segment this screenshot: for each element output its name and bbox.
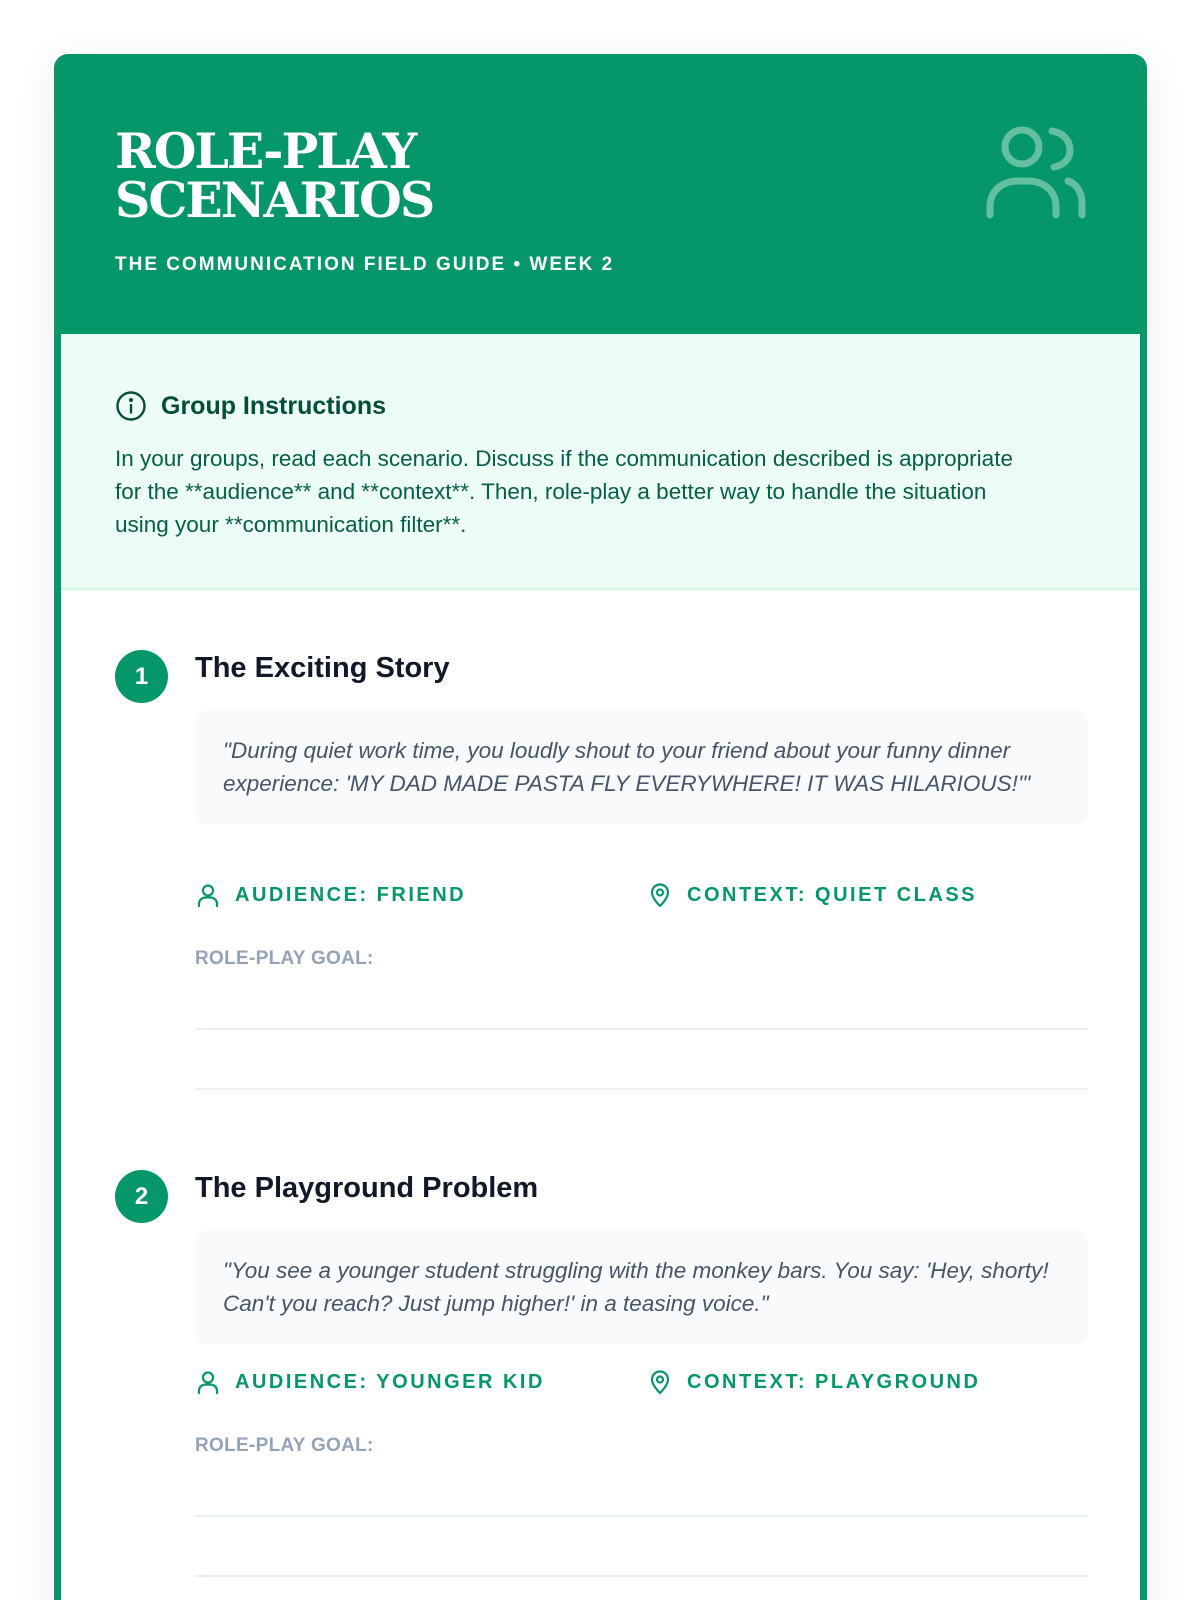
context-tag [647, 1369, 980, 1395]
role-play-goal-label: ROLE-PLAY GOAL: [195, 948, 374, 969]
person-icon [195, 1369, 221, 1395]
page-subtitle: THE COMMUNICATION FIELD GUIDE • WEEK 2 [115, 254, 615, 275]
audience-label: AUDIENCE: YOUNGER KID [235, 1370, 545, 1393]
answer-line[interactable] [195, 1028, 1088, 1030]
instructions-heading-text: Group Instructions [161, 391, 386, 420]
scenario-title: The Exciting Story [195, 652, 450, 684]
person-icon [195, 882, 221, 908]
users-icon [986, 123, 1086, 223]
page-title: ROLE-PLAY SCENARIOS [115, 122, 434, 229]
instructions-panel [61, 334, 1140, 590]
scenario-quote: "You see a younger student struggling with the monkey bars. You say: 'Hey, shorty! Can't you reach? Just jump higher!' in a teasing voice." [195, 1230, 1088, 1344]
map-pin-icon [647, 882, 673, 908]
answer-line[interactable] [195, 1515, 1088, 1517]
answer-line[interactable] [195, 1088, 1088, 1090]
info-icon [115, 390, 147, 422]
audience-label: AUDIENCE: FRIEND [235, 883, 467, 906]
scenario-number: 2 [115, 1170, 168, 1223]
scenario-title: The Playground Problem [195, 1172, 539, 1204]
context-tag [647, 882, 977, 908]
answer-line[interactable] [195, 1575, 1088, 1577]
header-banner [61, 61, 1140, 334]
role-play-goal-label: ROLE-PLAY GOAL: [195, 1435, 374, 1456]
instructions-heading [115, 390, 386, 422]
context-label: CONTEXT: PLAYGROUND [687, 1370, 981, 1393]
audience-tag [195, 1369, 545, 1395]
scenario-number: 1 [115, 650, 168, 703]
scenario-quote: "During quiet work time, you loudly shout to your friend about your funny dinner experience: 'MY DAD MADE PASTA FLY EVERYWHERE! IT WAS HILARIOUS!'" [195, 710, 1088, 824]
audience-tag [195, 882, 466, 908]
scenario-meta [195, 1369, 1088, 1399]
scenario-meta [195, 882, 1088, 912]
instructions-body: In your groups, read each scenario. Discuss if the communication described is appropriate for the **audience** and **context**. Then, role-play a better way to handle the situation using your **communication filter**. [115, 446, 1013, 537]
worksheet-card [54, 54, 1147, 1600]
map-pin-icon [647, 1369, 673, 1395]
context-label: CONTEXT: QUIET CLASS [687, 883, 978, 906]
